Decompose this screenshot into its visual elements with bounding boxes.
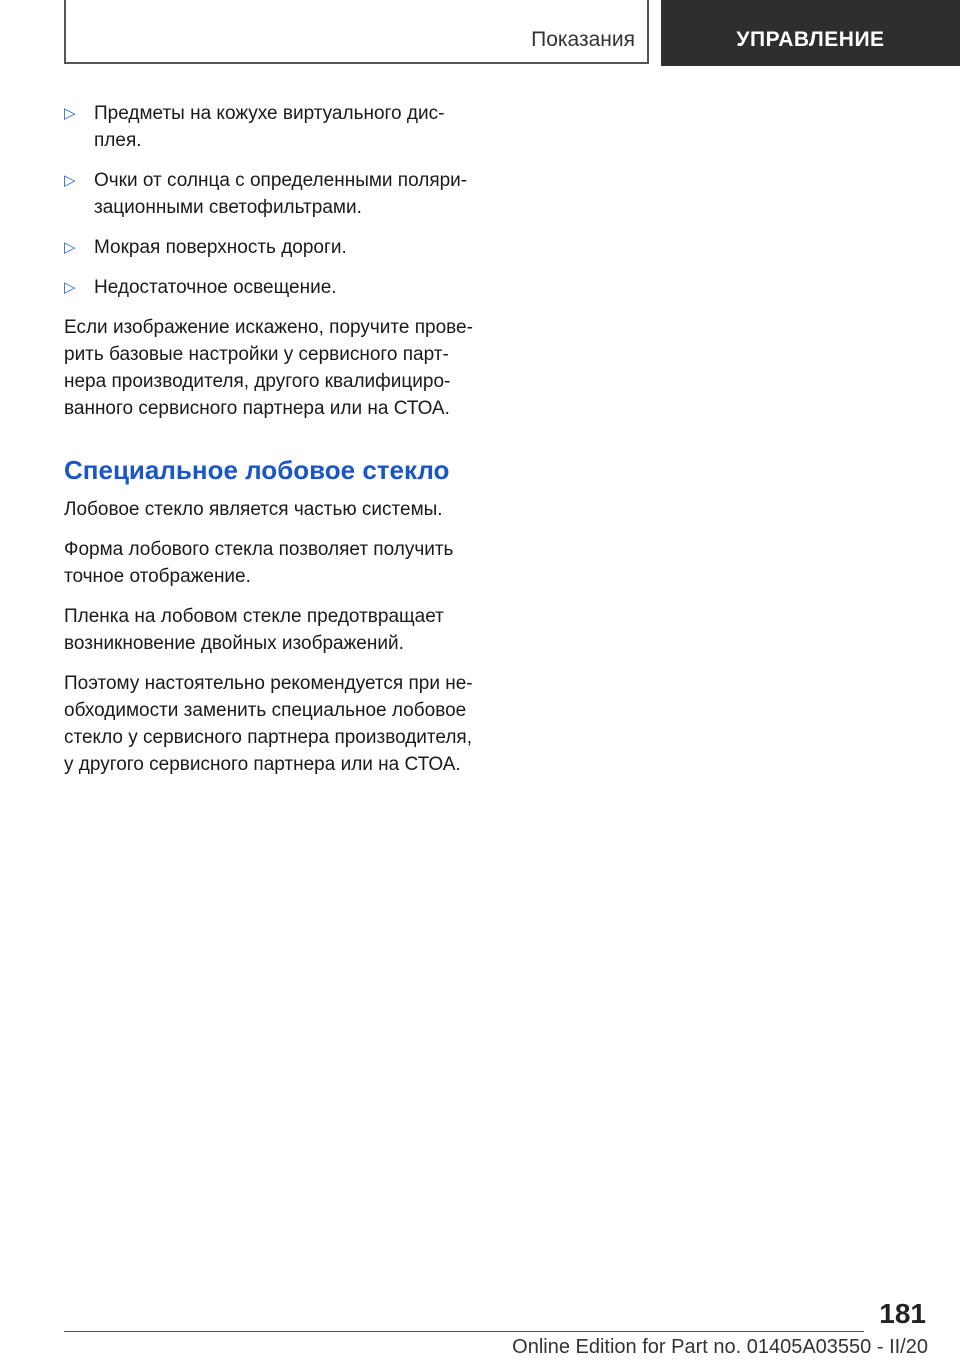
- footer-divider: [64, 1331, 864, 1332]
- section-heading: Специальное лобовое стекло: [64, 455, 450, 485]
- header-chapter-tab: [661, 0, 960, 66]
- list-item: [64, 100, 484, 154]
- triangle-bullet-icon: ▷: [64, 279, 76, 296]
- list-item-text: Предметы на кожухе виртуального дис- плея.: [94, 103, 445, 151]
- triangle-bullet-icon: ▷: [64, 172, 76, 189]
- list-item: [64, 167, 484, 221]
- triangle-bullet-icon: ▷: [64, 105, 76, 122]
- header-chapter-title: УПРАВЛЕНИЕ: [736, 28, 885, 51]
- paragraph: Лобовое стекло является частью системы.: [64, 499, 443, 520]
- page-number: 181: [879, 1298, 926, 1329]
- header-section-box: [64, 0, 649, 64]
- main-content: [64, 100, 484, 791]
- list-item: [64, 234, 484, 261]
- list-item-text: Недостаточное освещение.: [94, 277, 337, 298]
- list-item-text: Очки от солнца с определенными поляри- зационными светофильтрами.: [94, 170, 468, 218]
- footer-edition-text: Online Edition for Part no. 01405A03550 - II/20: [512, 1336, 928, 1358]
- paragraph: Форма лобового стекла позволяет получить точное отображение.: [64, 539, 454, 587]
- paragraph: Пленка на лобовом стекле предотвращает возникновение двойных изображений.: [64, 606, 444, 654]
- triangle-bullet-icon: ▷: [64, 239, 76, 256]
- header-section-title: Показания: [531, 28, 635, 51]
- paragraph: Поэтому настоятельно рекомендуется при не- обходимости заменить специальное лобовое стекло у сервисного партнера производителя, у другого сервисного партнера или на СТОА.: [64, 673, 473, 775]
- list-item: [64, 274, 484, 301]
- intro-paragraph: Если изображение искажено, поручите прове- рить базовые настройки у сервисного парт- нера производителя, другого квалифициро- ванного сервисного партнера или на СТОА.: [64, 317, 473, 419]
- list-item-text: Мокрая поверхность дороги.: [94, 237, 347, 258]
